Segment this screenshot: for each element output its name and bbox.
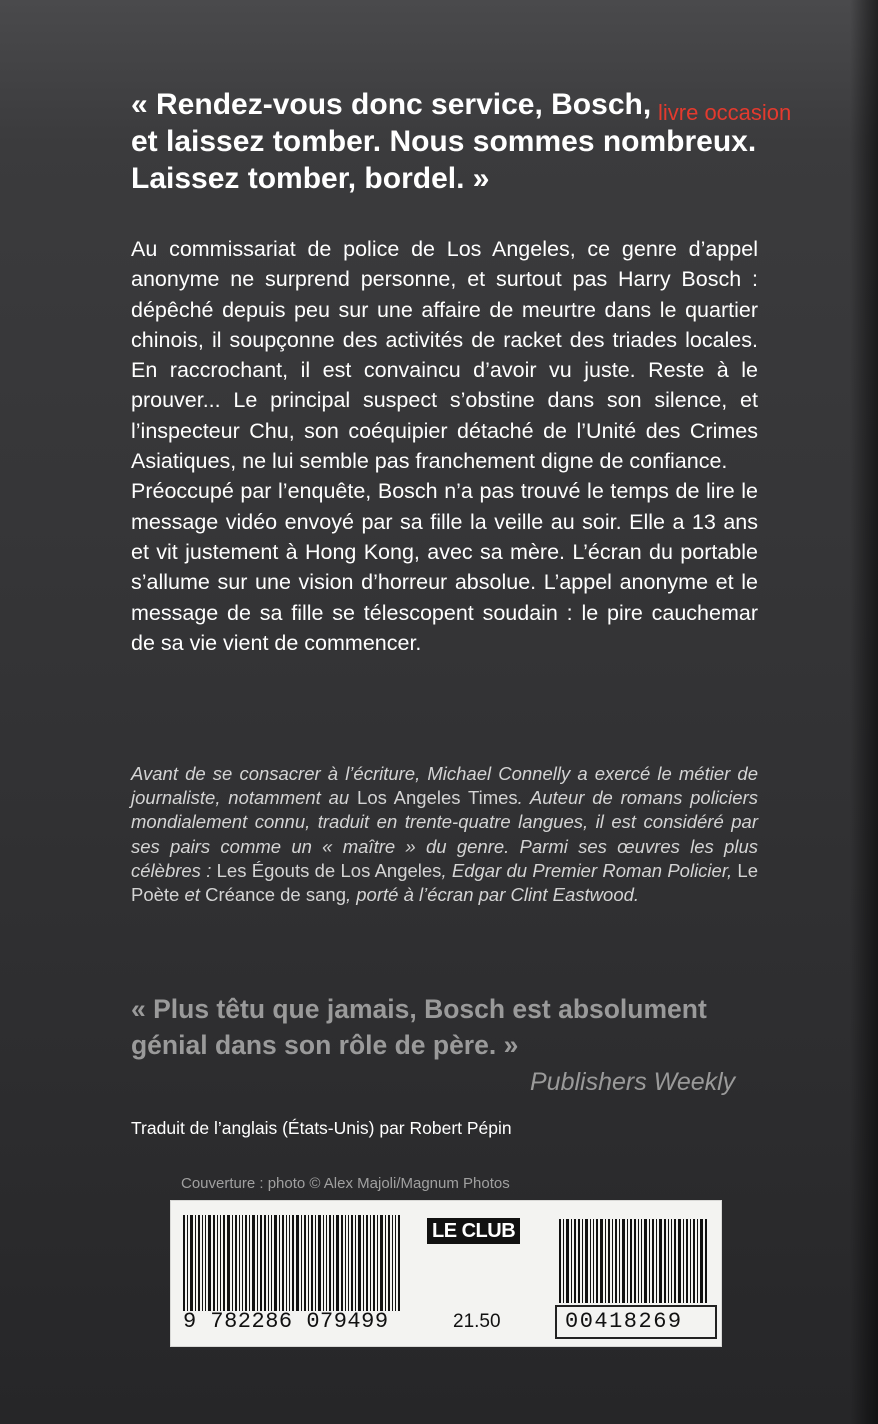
newspaper-title: Los Angeles Times xyxy=(357,787,518,809)
bio-text: , porté à l’écran par Clint Eastwood. xyxy=(345,884,640,906)
review-source: Publishers Weekly xyxy=(530,1068,736,1096)
watermark-text: livre occasion xyxy=(658,100,792,125)
reference-number: 00418269 xyxy=(565,1309,683,1334)
barcode-sticker xyxy=(170,1200,722,1347)
review-quote-line: « Plus têtu que jamais, Bosch est absolument xyxy=(131,994,707,1024)
reference-barcode xyxy=(559,1219,709,1303)
headline-line: Laissez tomber, bordel. » xyxy=(131,162,490,195)
review-quote-line: génial dans son rôle de père. » xyxy=(131,1030,519,1060)
book-title: Les Égouts de Los Angeles xyxy=(216,859,442,881)
bio-text: , Edgar du Premier Roman Policier, xyxy=(441,859,738,881)
synopsis-paragraph: Au commissariat de police de Los Angeles, ce genre d’appel anonyme ne surprend personne, et surtout pas Harry Bosch : dépêché depuis peu sur une affaire de meurtre dans le quartier chinois, il soupçonne des activités de racket des triades locales. En raccrochant, il est convaincu d’avoir vu juste. Reste à le prouver... Le principal suspect s’obstine dans son silence, et l’inspecteur Chu, son coéquipier détaché de l’Unité des Crimes Asiatiques, ne lui semble pas franchement digne de confiance. xyxy=(131,237,758,474)
isbn-number: 9 782286 079499 xyxy=(183,1309,389,1334)
book-title: Créance de sang xyxy=(205,884,346,906)
synopsis-paragraph: Préoccupé par l’enquête, Bosch n’a pas trouvé le temps de lire le message vidéo envoyé par sa fille la veille au soir. Elle a 13 ans et vit justement à Hong Kong, avec sa mère. L’écran du portable s’allume sur une vision d’horreur absolue. L’appel anonyme et le message de sa fille se télescopent soudain : le pire cauchemar de sa vie vient de commencer. xyxy=(131,479,758,655)
cover-edge-shadow xyxy=(850,0,878,1424)
bio-text: Avant de se consacrer à l’écriture, Michael Connelly a exercé le métier de journaliste, notamment au xyxy=(131,763,758,809)
book-title: Le Poète xyxy=(131,859,758,906)
isbn-barcode xyxy=(183,1215,402,1311)
headline-line: et laissez tomber. Nous sommes nombreux. xyxy=(131,125,757,158)
cover-photo-credit: Couverture : photo © Alex Majoli/Magnum Photos xyxy=(181,1175,510,1192)
author-bio xyxy=(131,762,758,907)
bio-text: . Auteur de romans policiers mondialement connu, traduit en trente-quatre langues, il est considéré par ses pairs comme un « maître » du genre. Parmi ses œuvres les plus célèbres : xyxy=(131,787,758,881)
publisher-logo: LE CLUB xyxy=(427,1218,520,1244)
price: 21.50 xyxy=(453,1311,501,1332)
bio-text: et xyxy=(179,884,206,906)
reference-box xyxy=(555,1305,717,1339)
translator-credit: Traduit de l’anglais (États-Unis) par Robert Pépin xyxy=(131,1118,512,1138)
synopsis xyxy=(131,234,758,658)
headline-line: « Rendez-vous donc service, Bosch, xyxy=(131,88,652,121)
review-quote xyxy=(131,991,771,1063)
